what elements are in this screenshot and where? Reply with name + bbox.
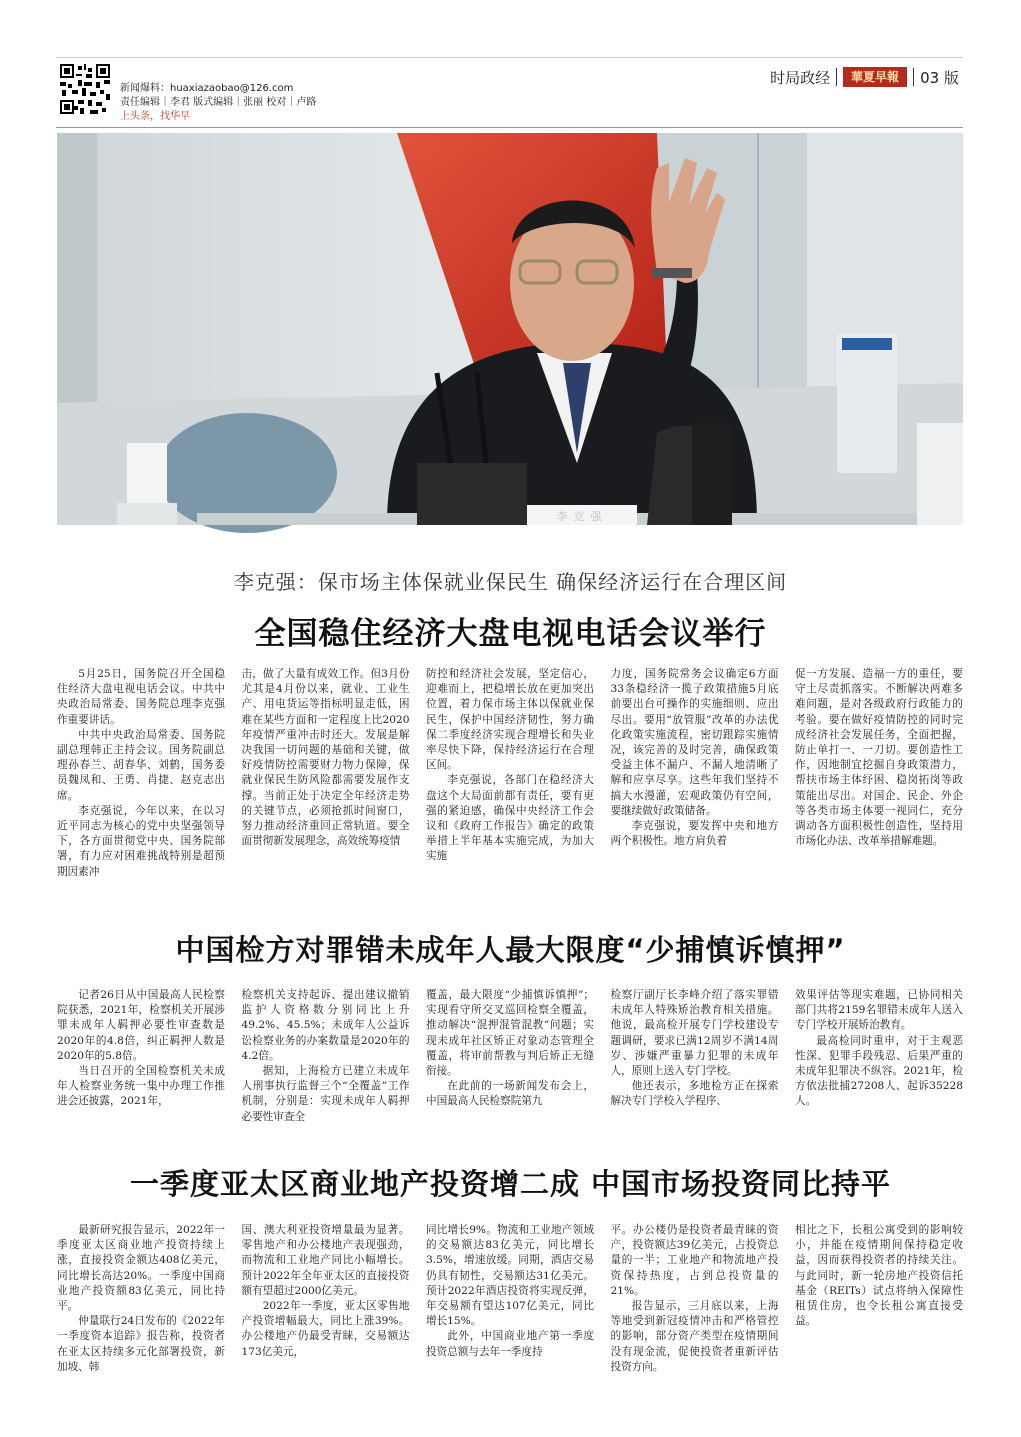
header-top-rule [56,57,963,58]
article3-title[interactable]: 一季度亚太区商业地产投资增二成 中国市场投资同比持平 [129,1167,892,1201]
article2-column [611,988,779,1138]
svg-text:李克强: 李克强 [556,510,608,523]
article2-column [795,988,963,1138]
paragraph: 最新研究报告显示，2022年一季度亚太区商业地产投资持续上涨，直接投资金额达408亿美元，同比增长高达20%。一季度中国商业地产投资额83亿美元，同比持平。 [57,1224,225,1313]
paragraph: 此外，中国商业地产第一季度投资总额与去年一季度持 [426,1330,594,1358]
paragraph: 击，做了大量有成效工作。但3月份尤其是4月份以来，就业、工业生产、用电货运等指标明显走低，困难在某些方面和一定程度上比2020年疫情严重冲击时还大。发展是解决我国一切问题的基础和关键，做好疫情防控需要财力物力保障，保就业保民生防风险都需要发展作支撑。当前正处于决定全年经济走势的关键节点，必须抢抓时间窗口，努力推动经济重回正常轨道。要全面贯彻新发展理念，高效统筹疫情 [241,668,410,848]
paragraph: 中共中央政治局常委、国务院副总理韩正主持会议。国务院副总理孙春兰、胡春华、刘鹤，国务委员魏凤和、王勇、肖捷、赵克志出席。 [57,728,225,802]
paragraph: 仲量联行24日发布的《2022年一季度资本追踪》报告称，投资者在亚太区持续多元化部署投资，新加坡、韩 [57,1315,225,1373]
paragraph: 2022年一季度，亚太区零售地产投资增幅最大，同比上涨39%。办公楼地产仍最受青睐，交易额达173亿美元， [241,1300,410,1358]
article2-column [426,988,594,1138]
lead-photo [57,133,963,525]
page-number: 03 版 [920,68,959,87]
paragraph: 最高检同时重申，对于主观恶性深、犯罪手段残忍、后果严重的未成年犯罪决不纵容。2021年，检方依法批捕27208人、起诉35228人。 [795,1034,963,1108]
paragraph: 据知，上海检方已建立未成年人刑事执行监督三个“全覆盖”工作机制，分别是：实现未成年人羁押必要性审查全 [241,1065,410,1123]
article2-column [57,988,225,1138]
paragraph: 覆盖，最大限度“少捕慎诉慎押”；实现看守所交叉巡回检察全覆盖，推动解决“混押混管混教”问题；实现未成年社区矫正对象动态管理全覆盖，将审前帮教与判后矫正无缝衔接。 [426,989,594,1078]
paragraph: 在此前的一场新闻发布会上，中国最高人民检察院第九 [426,1080,594,1108]
paragraph: 相比之下，长租公寓受到的影响较小，并能在疫情期间保持稳定收益，因而获得投资者的持续关注。与此同时，新一轮房地产投资信托基金（REITs）试点将纳入保障性租赁住房，也令长租公寓直接受益。 [795,1224,963,1328]
article3-body [57,1223,963,1393]
article3-column [611,1223,779,1393]
paragraph: 李克强说，要发挥中央和地方两个积极性。地方肩负着 [610,820,779,848]
article2-body [57,988,963,1138]
paragraph: 5月25日，国务院召开全国稳住经济大盘电视电话会议。中共中央政治局常委、国务院总理李克强作重要讲话。 [57,668,225,726]
paragraph: 报告显示，三月底以来，上海等地受到新冠疫情冲击和严格管控的影响，部分资产类型在疫情期间没有现金流，促使投资者重新评估投资方向。 [610,1300,779,1373]
section-name: 时局政经 [770,68,831,87]
svg-text:華夏早報: 華夏早報 [851,70,900,84]
article1-subtitle: 李克强：保市场主体保就业保民生 确保经济运行在合理区间 [233,570,788,594]
article2-column [242,988,410,1138]
paragraph: 同比增长9%。物流和工业地产领域的交易额达83亿美元，同比增长3.5%，增速放缓。同期，酒店交易仍具有韧性，交易额达31亿美元。预计2022年酒店投资将实现反弹，年交易额有望达107亿美元，同比增长15%。 [426,1224,594,1328]
article3-column [57,1223,225,1393]
article1-column [795,667,963,867]
slogan: 上头条，找华早 [120,111,190,122]
paragraph: 检察机关支持起诉、提出建议撤销监护人资格数分别同比上升49.2%、45.5%；未成年人公益诉讼检察业务的办案数量是2020年的4.2倍。 [241,989,410,1062]
paragraph: 当日召开的全国检察机关未成年人检察业务统一集中办理工作推进会还披露，2021年， [57,1065,225,1108]
divider [836,68,837,86]
paragraph: 国、澳大利亚投资增量最为显著。零售地产和办公楼地产表现强劲，而物流和工业地产同比小幅增长。预计2022年全年亚太区的直接投资额有望超过2000亿美元。 [241,1224,410,1297]
section-label [770,66,959,88]
hotline-email[interactable]: 新闻爆料：huaxiazaobao@126.com [120,83,294,94]
paragraph: 效果评估等现实难题，已协同相关部门共将2159名罪错未成年人送入专门学校开展矫治教育。 [795,989,963,1032]
article1-column [611,667,779,867]
qr-code-icon[interactable] [60,64,110,114]
paragraph: 力度，国务院常务会议确定6方面33条稳经济一揽子政策措施5月底前要出台可操作的实施细则、应出尽出。要用“放管服”改革的办法优化政策实施流程，密切跟踪实施情况，该完善的及时完善，确保政策受益主体不漏户、不漏人地清晰了解和应享尽享。这些年我们坚持不搞大水漫灌，宏观政策仍有空间，要继续做好政策储备。 [610,668,779,817]
paragraph: 平。办公楼仍是投资者最青睐的资产，投资额达39亿美元，占投资总量的一半；工业地产和物流地产投资保持热度，占到总投资量的21%。 [610,1224,779,1297]
meeting-photo [57,133,963,525]
article2-title[interactable]: 中国检方对罪错未成年人最大限度“少捕慎诉慎押” [175,933,846,967]
article1-column [426,667,594,867]
article1-title[interactable]: 全国稳住经济大盘电视电话会议举行 [254,616,767,652]
article1-column [242,667,410,867]
paragraph: 促一方发展、造福一方的重任，要守土尽责抓落实。不断解决两难多难问题，是对各级政府行政能力的考验。要在做好疫情防控的同时完成经济社会发展任务，全面把握，防止单打一、一刀切。要创造性工作，因地制宜挖掘自身政策潜力，帮扶市场主体纾困、稳岗拓岗等政策能出尽出。对国企、民企、外企等各类市场主体要一视同仁，充分调动各方面积极性创造性，坚持用市场化办法、改革举措解难题。 [795,668,963,848]
article3-column [242,1223,410,1393]
article1-body [57,667,963,878]
paragraph: 李克强说，今年以来，在以习近平同志为核心的党中央坚强领导下，各方面贯彻党中央、国务院部署，有力应对困难挑战特别是超预期因素冲 [57,804,225,878]
paragraph: 李克强说，各部门在稳经济大盘这个大局面前都有责任，要有更强的紧迫感，确保中央经济工作会议和《政府工作报告》确定的政策举措上半年基本实施完成，为加大实施 [426,774,594,863]
paragraph: 防控和经济社会发展，坚定信心，迎难而上，把稳增长放在更加突出位置，着力保市场主体以保就业保民生，保护中国经济韧性，努力确保二季度经济实现合理增长和失业率尽快下降，保持经济运行在合理区间。 [426,668,594,772]
paragraph: 他还表示，多地检方正在探索解决专门学校入学程序、 [610,1080,779,1108]
editors-credit: 责任编辑｜李君 版式编辑｜张丽 校对｜卢路 [120,97,317,108]
newspaper-logo [843,67,907,87]
article1-column [57,667,225,878]
divider [913,68,914,86]
article3-column [426,1223,594,1393]
page-header [0,0,1021,130]
article3-column [795,1223,963,1393]
paragraph: 检察厅副厅长李峰介绍了落实罪错未成年人特殊矫治教育相关措施。他说，最高检开展专门学校建设专题调研，要求已满12周岁不满14周岁、涉嫌严重暴力犯罪的未成年人，原则上送入专门学校。 [610,989,779,1078]
header-bottom-rule [56,127,963,128]
header-meta [120,82,316,124]
paragraph: 记者26日从中国最高人民检察院获悉，2021年，检察机关开展涉罪未成年人羁押必要性审查数是2020年的4.8倍，纠正羁押人数是2020年的5.8倍。 [57,989,225,1062]
